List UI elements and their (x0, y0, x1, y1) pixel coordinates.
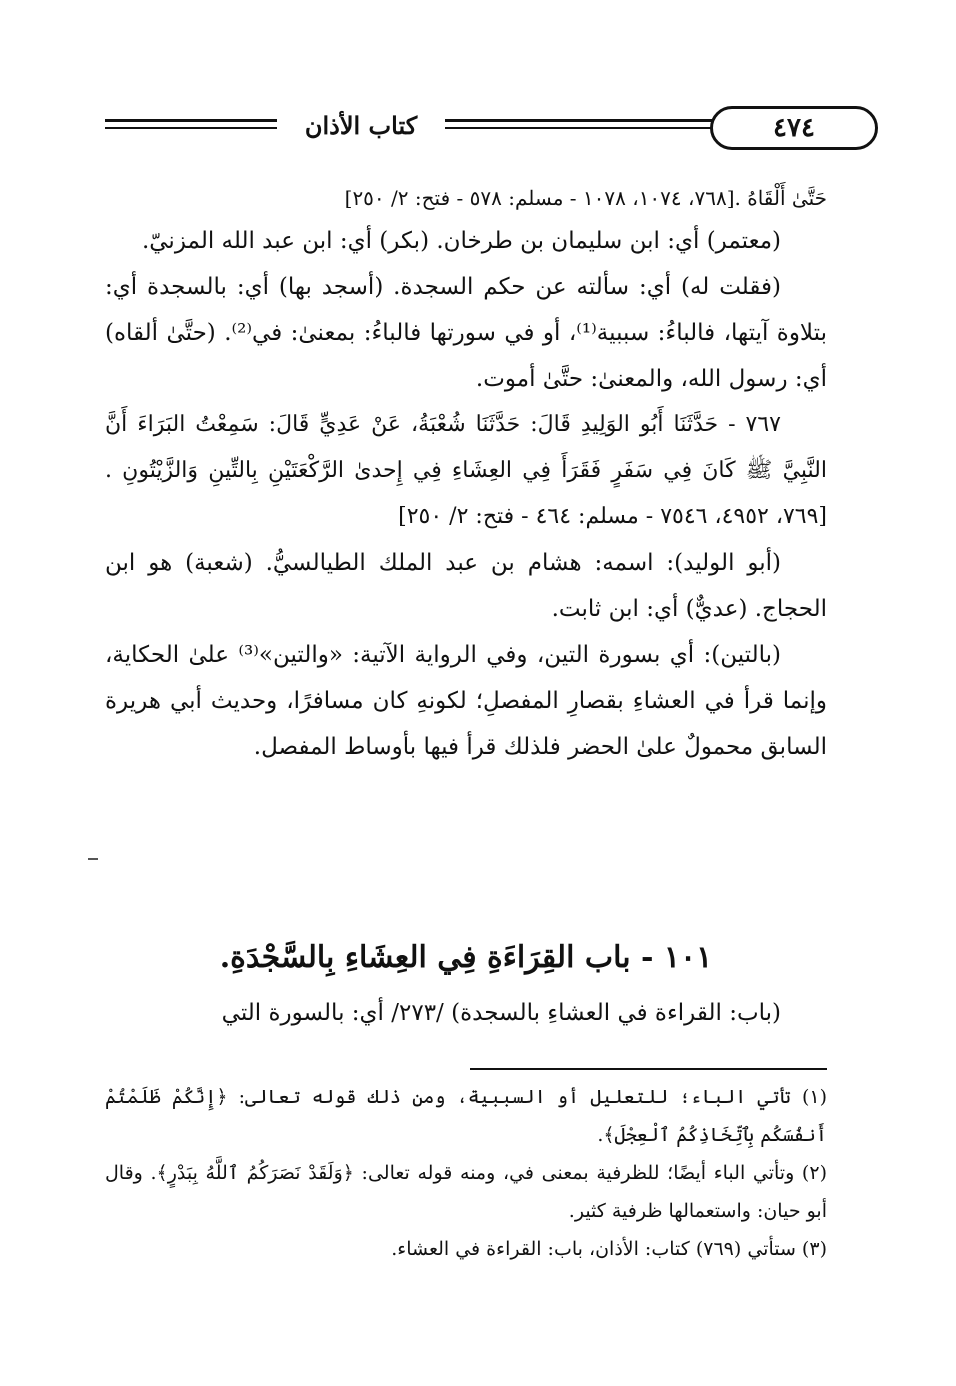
commentary-paragraph: (بالتين): أي بسورة التين، وفي الرواية الآتية: «والتين»⁽³⁾ علىٰ الحكاية، وإنما قرأ في العشاءِ بقصارِ المفصلِ؛ لكونهِ كان مسافرًا، وحديث أبي هريرة السابق محمولٌ علىٰ الحضر فلذلك قرأ فيها بأوساط المفصل. (105, 642, 827, 760)
header-rule-middle-thin (445, 127, 713, 129)
footnote-3: (٣) ستأتي (٧٦٩) كتاب: الأذان، باب: القراءة في العشاء. (391, 1238, 827, 1260)
main-text (105, 178, 827, 770)
commentary-paragraph: (معتمر) أي: ابن سليمان بن طرخان. (بكر) أي: ابن عبد الله المزنيّ. (141, 228, 781, 254)
page-number: ٤٧٤ (710, 106, 878, 150)
page-header (105, 103, 827, 153)
footnote-2: (٢) وتأتي الباء أيضًا؛ للظرفية بمعنى في، ومنه قوله تعالى: ﴿وَلَقَدْ نَصَرَكُمُ ٱللَّهُ بِبَدْرٍ﴾. وقال أبو حيان: واستعمالها ظرفية كثير. (105, 1162, 827, 1222)
header-rule-left (105, 119, 277, 122)
header-rule-middle (445, 119, 713, 122)
footnote-separator (470, 1068, 827, 1070)
footnote-1: (١) تأتي الباء؛ للتعليل أو السببية، ومن ذلك قوله تعالى: ﴿إِنَّكُمْ ظَلَمْتُمْ أَنفُسَكُم بِٱتِّخَاذِكُمُ ٱلْعِجْلَ﴾. (105, 1086, 827, 1146)
stray-mark (88, 858, 98, 860)
hadith-continuation: حَتَّىٰ أَلْقَاهُ .[٧٦٨، ١٠٧٤، ١٠٧٨ - مسلم: ٥٧٨ - فتح: ٢/ ٢٥٠] (344, 186, 827, 210)
chapter-commentary (105, 990, 827, 1036)
hadith-767: ٧٦٧ - حَدَّثَنَا أَبُو الوَلِيدِ قَالَ: حَدَّثَنَا شُعْبَةُ، عَنْ عَدِيٍّ قَالَ: سَمِعْتُ البَرَاءَ أَنَّ النَّبِيَّ ﷺ كَانَ فِي سَفَرٍ فَقَرَأَ فِي العِشَاءِ فِي إِحدىٰ الرَّكْعَتَيْنِ بِالتِّينِ وَالزَّيْتُونِ .[٧٦٩، ٤٩٥٢، ٧٥٤٦ - مسلم: ٤٦٤ - فتح: ٢/ ٢٥٠] (105, 412, 827, 529)
commentary-paragraph: (فقلت له) أي: سألته عن حكم السجدة. (أسجد بها) أي: بالسجدة أي: بتلاوة آيتها، فالباءُ: سببية⁽¹⁾، أو في سورتها فالباءُ: بمعنىٰ: في⁽²⁾. (حتَّىٰ ألقاه) أي: رسول الله، والمعنىٰ: حتَّىٰ أموت. (105, 274, 827, 392)
commentary-paragraph: (باب: القراءة في العشاءِ بالسجدة) /٢٧٣/ أي: بالسورة التي (221, 1000, 781, 1026)
header-rule-left-thin (105, 127, 277, 129)
footnotes (105, 1078, 827, 1268)
commentary-paragraph: (أبو الوليد): اسمه: هشام بن عبد الملك الطيالسيُّ. (شعبة) هو ابن الحجاج. (عديٌّ) أي: ابن ثابت. (105, 550, 827, 622)
chapter-heading: ١٠١ - باب القِرَاءَةِ فِي العِشَاءِ بِالسَّجْدَةِ. (219, 940, 713, 975)
running-title: كتاب الأذان (304, 111, 418, 140)
